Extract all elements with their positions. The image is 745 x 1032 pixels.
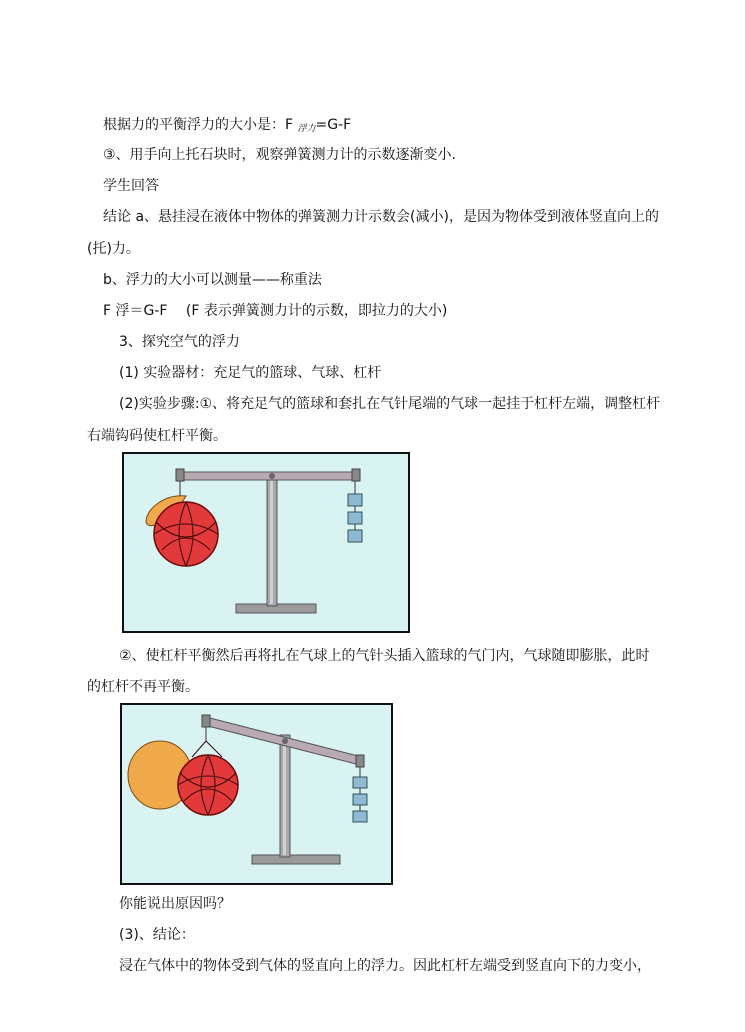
text-line-section-3-title: 3、探究空气的浮力 (119, 334, 240, 350)
text-line-conclusion-b: b、浮力的大小可以测量——称重法 (103, 272, 322, 288)
text-line-student-answer: 学生回答 (103, 178, 159, 194)
text-line-conclusion-heading: (3)、结论： (119, 927, 195, 943)
text-line-conclusion-a-cont: (托)力。 (87, 241, 140, 257)
text-line-weighing-method-formula: F 浮＝G-F (F 表示弹簧测力计的示数，即拉力的大小) (103, 303, 448, 319)
text-line-conclusion-a: 结论 a、悬挂浸在液体中物体的弹簧测力计示数会(减小)，是因为物体受到液体竖直向上的 (103, 209, 659, 225)
tilted-lever-with-basketball-and-inflated-balloon-illustration-icon (122, 705, 391, 883)
text-line-procedure-step2: ②、使杠杆平衡然后再将扎在气球上的气针头插入篮球的气门内，气球随即膨胀，此时 (119, 648, 650, 664)
text-line-procedure-step1-cont: 右端钩码使杠杆平衡。 (87, 428, 227, 444)
text-line-conclusion-text: 浸在气体中的物体受到气体的竖直向上的浮力。因此杠杆左端受到竖直向下的力变小， (119, 958, 651, 974)
text-line-buoyancy-formula: 根据力的平衡浮力的大小是：F 浮力=G-F (103, 117, 352, 134)
text-line-step-three: ③、用手向上托石块时，观察弹簧测力计的示数逐渐变小. (103, 147, 456, 163)
text-line-procedure-step1: (2)实验步骤:①、将充足气的篮球和套扎在气针尾端的气球一起挂于杠杆左端，调整杠杆 (119, 396, 661, 412)
text-line-procedure-step2-cont: 的杠杆不再平衡。 (87, 679, 199, 695)
text-line-equipment: (1) 实验器材：充足气的篮球、气球、杠杆 (119, 365, 382, 381)
figure-tilted-lever (120, 703, 393, 885)
balanced-lever-with-basketball-and-deflated-balloon-illustration-icon (124, 454, 408, 631)
text-line-question: 你能说出原因吗？ (119, 896, 231, 912)
figure-balanced-lever (122, 452, 410, 633)
